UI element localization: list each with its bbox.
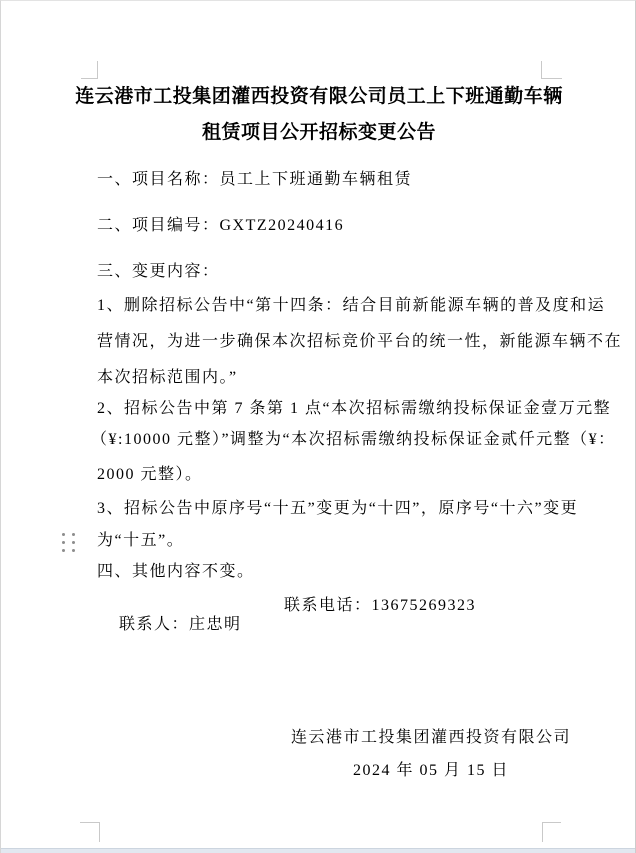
margin-crop-mark-bottom-left (80, 822, 100, 842)
document-title-line-2: 租赁项目公开招标变更公告 (201, 122, 436, 143)
contact-person-label: 联系人：庄忠明 (119, 616, 242, 633)
margin-crop-mark-bottom-right (542, 822, 561, 842)
paragraph-drag-handle-icon[interactable] (62, 533, 76, 551)
margin-crop-mark-top-left (81, 61, 98, 79)
line-project-number: 二、项目编号：GXTZ20240416 (97, 217, 345, 234)
line-change-item2-1: 2、招标公告中第 7 条第 1 点“本次招标需缴纳投标保证金壹万元整 (97, 400, 612, 417)
line-change-item2-2: （¥:10000 元整）”调整为“本次招标需缴纳投标保证金贰仟元整（¥： (91, 431, 616, 448)
document-title-line-1: 连云港市工投集团灌西投资有限公司员工上下班通勤车辆 (75, 86, 563, 107)
line-other-content-unchanged: 四、其他内容不变。 (97, 563, 255, 580)
line-change-item1-1: 1、删除招标公告中“第十四条：结合目前新能源车辆的普及度和运 (97, 297, 606, 314)
line-project-name: 一、项目名称：员工上下班通勤车辆租赁 (97, 171, 413, 188)
signature-date: 2024 年 05 月 15 日 (353, 762, 510, 779)
contact-line (97, 596, 477, 672)
signature-company: 连云港市工投集团灌西投资有限公司 (291, 729, 572, 746)
contact-phone-label: 联系电话：13675269323 (284, 597, 477, 614)
line-change-item1-3: 本次招标范围内。” (97, 369, 238, 386)
line-change-item1-2: 营情况，为进一步确保本次招标竞价平台的统一性，新能源车辆不在 (97, 333, 623, 350)
margin-crop-mark-top-right (541, 61, 562, 79)
line-change-item3-1: 3、招标公告中原序号“十五”变更为“十四”，原序号“十六”变更 (97, 500, 579, 517)
page-bottom-edge (1, 848, 635, 853)
line-change-item2-3: 2000 元整）。 (97, 466, 203, 483)
line-change-item3-2: 为“十五”。 (97, 532, 185, 549)
line-change-content-heading: 三、变更内容： (97, 263, 220, 280)
